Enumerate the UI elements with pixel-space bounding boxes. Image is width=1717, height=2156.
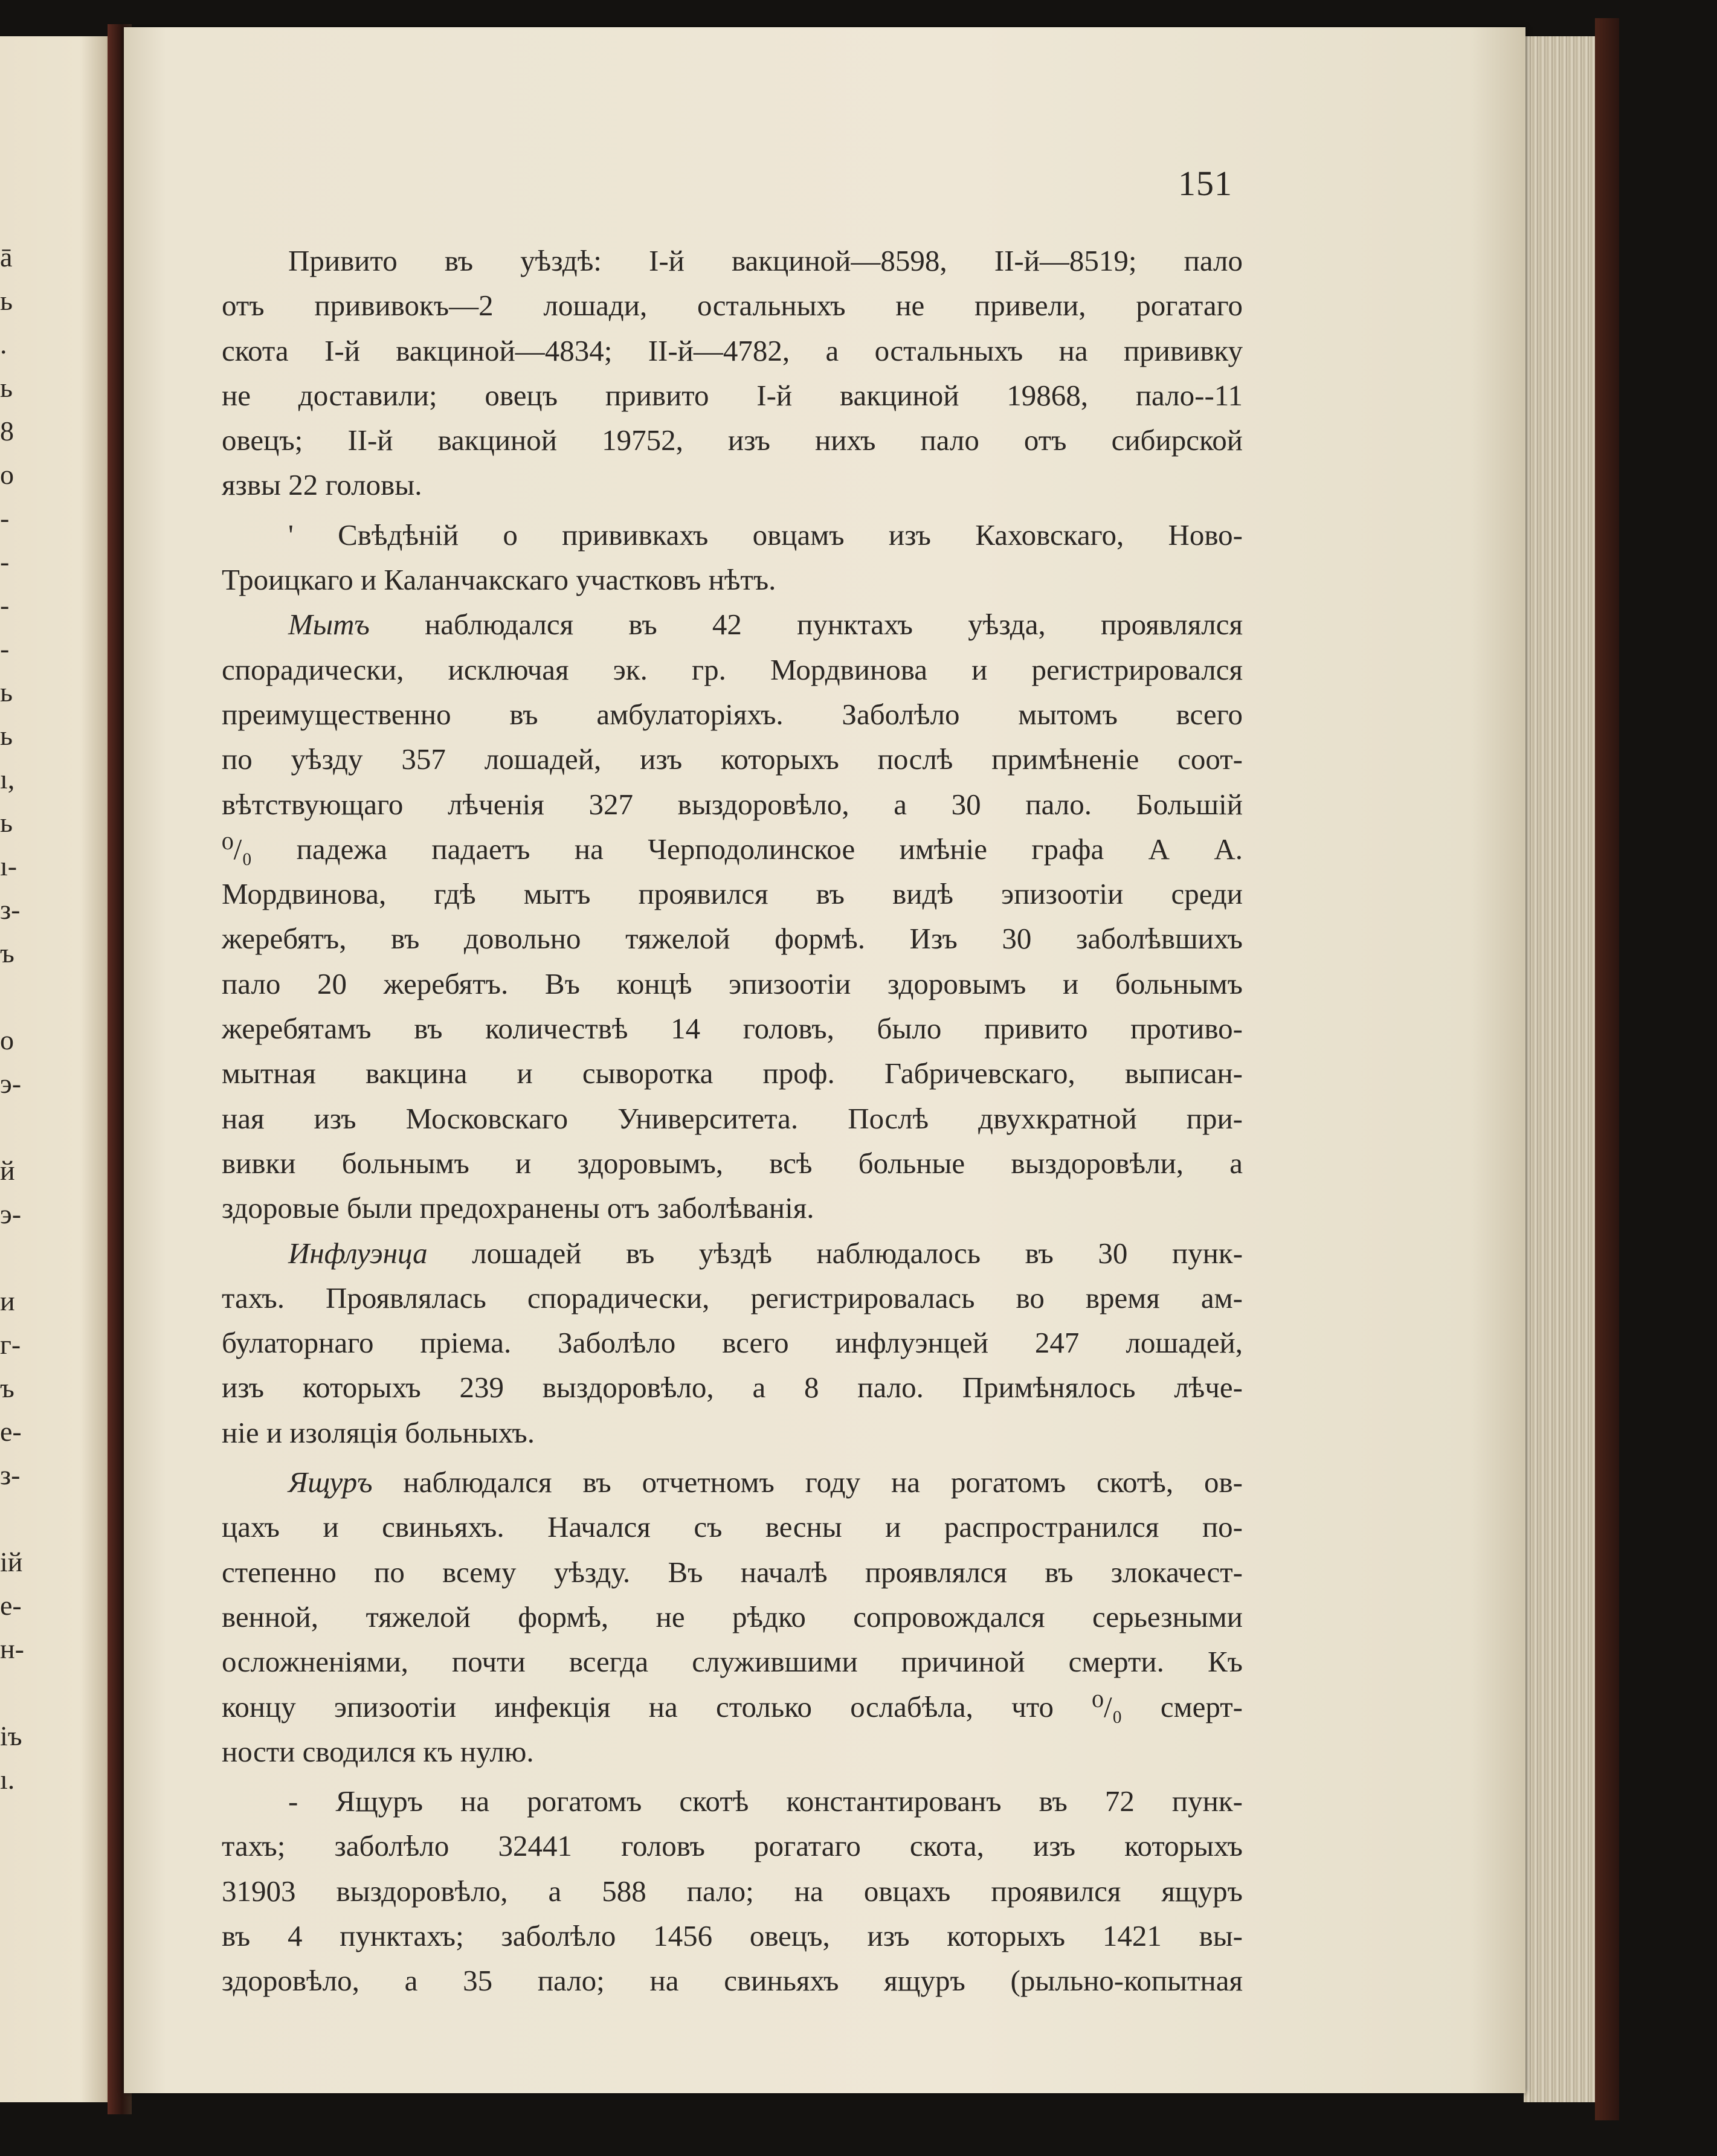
text-line: Мордвинова, гдѣ мытъ проявился въ видѣ эпизоотіи среди [222, 877, 1243, 911]
left-fragment: - [0, 633, 10, 664]
text-line: концу эпизоотіи инфекція на столько ослабѣла, что ⁰/₀ смерт- [222, 1690, 1243, 1723]
left-fragment: ı- [0, 851, 18, 881]
text-line: по уѣзду 357 лошадей, изъ которыхъ послѣ примѣненіе соот- [222, 742, 1243, 776]
text-line: здоровые были предохранены отъ заболѣванія. [222, 1191, 814, 1225]
text-line: язвы 22 головы. [222, 468, 422, 502]
left-fragment: э- [0, 1199, 22, 1229]
text-line [222, 1460, 1243, 1505]
text-line: ' Свѣдѣній о прививкахъ овцамъ изъ Каховскаго, Ново- [288, 518, 1243, 552]
text-line: тахъ; заболѣло 32441 головъ рогатаго скота, изъ которыхъ [222, 1829, 1243, 1863]
paragraph-myt [222, 602, 1243, 1231]
text-line: жеребятъ, въ довольно тяжелой формѣ. Изъ 30 заболѣвшихъ [222, 922, 1243, 956]
section-term: Ящуръ [288, 1466, 373, 1499]
text-line: не доставили; овецъ привито I-й вакциной 19868, пало--11 [222, 378, 1243, 412]
text-line: жеребятамъ въ количествѣ 14 головъ, было привито противо- [222, 1012, 1243, 1046]
left-fragment: ā [0, 242, 13, 272]
page-number: 151 [1178, 164, 1232, 203]
text-line [222, 602, 1243, 647]
left-fragment: іъ [0, 1720, 22, 1751]
text-line: въ 4 пунктахъ; заболѣло 1456 овецъ, изъ которыхъ 1421 вы- [222, 1919, 1243, 1952]
text-line: отъ прививокъ—2 лошади, остальныхъ не привели, рогатаго [222, 289, 1243, 323]
text-line: 31903 выздоровѣло, а 588 пало; на овцахъ проявился ящуръ [222, 1874, 1243, 1908]
text-line: ная изъ Московскаго Университета. Послѣ двухкратной при- [222, 1101, 1243, 1135]
left-fragment: ь [0, 807, 13, 838]
text-line: осложненіями, почти всегда служившими причиной смерти. Къ [222, 1645, 1243, 1679]
left-fragment: й [0, 1155, 15, 1186]
left-page-text-fragments [0, 236, 24, 1801]
text-line: преимущественно въ амбулаторіяхъ. Заболѣло мытомъ всего [222, 697, 1243, 731]
left-fragment: з- [0, 894, 21, 925]
text-line: вѣтствующаго лѣченія 327 выздоровѣло, а 30 пало. Большій [222, 787, 1243, 821]
book-cover-edge [1595, 18, 1619, 2120]
paragraph-foot-and-mouth-stats [222, 1779, 1243, 2003]
text-line: степенно по всему уѣзду. Въ началѣ проявлялся въ злокачест- [222, 1555, 1243, 1589]
text-line: - Ящуръ на рогатомъ скотѣ константированъ въ 72 пунк- [288, 1784, 1243, 1818]
paragraph-influenza [222, 1231, 1243, 1455]
left-fragment: - [0, 546, 10, 577]
text-line [222, 1231, 1243, 1276]
left-facing-page [0, 36, 118, 2102]
text-line: мытная вакцина и сыворотка проф. Габричевскаго, выписан- [222, 1057, 1243, 1090]
left-fragment: ь [0, 372, 13, 403]
left-fragment [0, 1671, 24, 1714]
text-line: здоровѣло, а 35 пало; на свиньяхъ ящуръ (рыльно-копытная [222, 1964, 1243, 1998]
left-fragment: ı, [0, 764, 15, 794]
left-fragment: э- [0, 1068, 22, 1099]
paragraph-vaccination [222, 239, 1243, 508]
left-fragment: и [0, 1286, 15, 1316]
left-fragment: ъ [0, 1372, 14, 1403]
paragraph-foot-and-mouth [222, 1460, 1243, 1774]
text-line-rest: лошадей въ уѣздѣ наблюдалось въ 30 пунк- [472, 1236, 1243, 1270]
text-line: спорадически, исключая эк. гр. Мордвинова и регистрировался [222, 652, 1243, 686]
text-line: ніе и изоляція больныхъ. [222, 1415, 535, 1449]
left-fragment: о [0, 1025, 14, 1055]
left-fragment: о [0, 459, 14, 490]
left-fragment: з- [0, 1459, 21, 1490]
left-fragment: ь [0, 285, 13, 316]
left-fragment: - [0, 590, 10, 620]
text-line: ности сводился къ нулю. [222, 1734, 534, 1768]
section-term: Мытъ [288, 608, 370, 642]
left-fragment [0, 1105, 24, 1149]
text-line: булаторнаго пріема. Заболѣло всего инфлуэнцей 247 лошадей, [222, 1326, 1243, 1360]
text-line: цахъ и свиньяхъ. Начался съ весны и распространился по- [222, 1510, 1243, 1544]
text-line: овецъ; II-й вакциной 19752, изъ нихъ пало отъ сибирской [222, 423, 1243, 457]
page-body [222, 239, 1243, 2004]
left-fragment: ъ [0, 938, 14, 968]
left-fragment [0, 1497, 24, 1540]
text-line: пало 20 жеребятъ. Въ концѣ эпизоотіи здоровымъ и больнымъ [222, 967, 1243, 1000]
text-line: Троицкаго и Каланчакскаго участковъ нѣтъ. [222, 563, 776, 597]
text-line: вивки больнымъ и здоровымъ, всѣ больные выздоровѣли, а [222, 1146, 1243, 1180]
left-fragment: е- [0, 1416, 22, 1447]
left-fragment: - [0, 503, 10, 533]
left-fragment: н- [0, 1633, 24, 1664]
text-line-rest: наблюдался въ 42 пунктахъ уѣзда, проявлялся [425, 608, 1243, 642]
text-line: тахъ. Проявлялась спорадически, регистрировалась во время ам- [222, 1281, 1243, 1315]
left-fragment: е- [0, 1590, 22, 1621]
text-line: скота I-й вакциной—4834; II-й—4782, а остальныхъ на прививку [222, 333, 1243, 367]
left-fragment: 8 [0, 416, 14, 446]
left-fragment: ı. [0, 1764, 15, 1795]
left-fragment [0, 1236, 24, 1279]
text-line: Привито въ уѣздѣ: I-й вакциной—8598, II-й—8519; пало [288, 244, 1243, 277]
left-fragment: . [0, 329, 7, 359]
left-fragment: ій [0, 1546, 23, 1577]
section-term: Инфлуэнца [288, 1236, 428, 1270]
text-line-rest: наблюдался въ отчетномъ году на рогатомъ скотѣ, ов- [403, 1466, 1243, 1499]
text-line: венной, тяжелой формѣ, не рѣдко сопровождался серьезными [222, 1600, 1243, 1633]
left-fragment: ь [0, 677, 13, 707]
left-fragment: ь [0, 720, 13, 751]
text-line: ⁰/₀ падежа падаетъ на Черподолинское имѣніе графа А А. [222, 832, 1243, 866]
left-fragment: г- [0, 1329, 21, 1360]
left-fragment [0, 975, 24, 1018]
paragraph-no-data [222, 513, 1243, 603]
text-line: изъ которыхъ 239 выздоровѣло, а 8 пало. Примѣнялось лѣче- [222, 1371, 1243, 1405]
